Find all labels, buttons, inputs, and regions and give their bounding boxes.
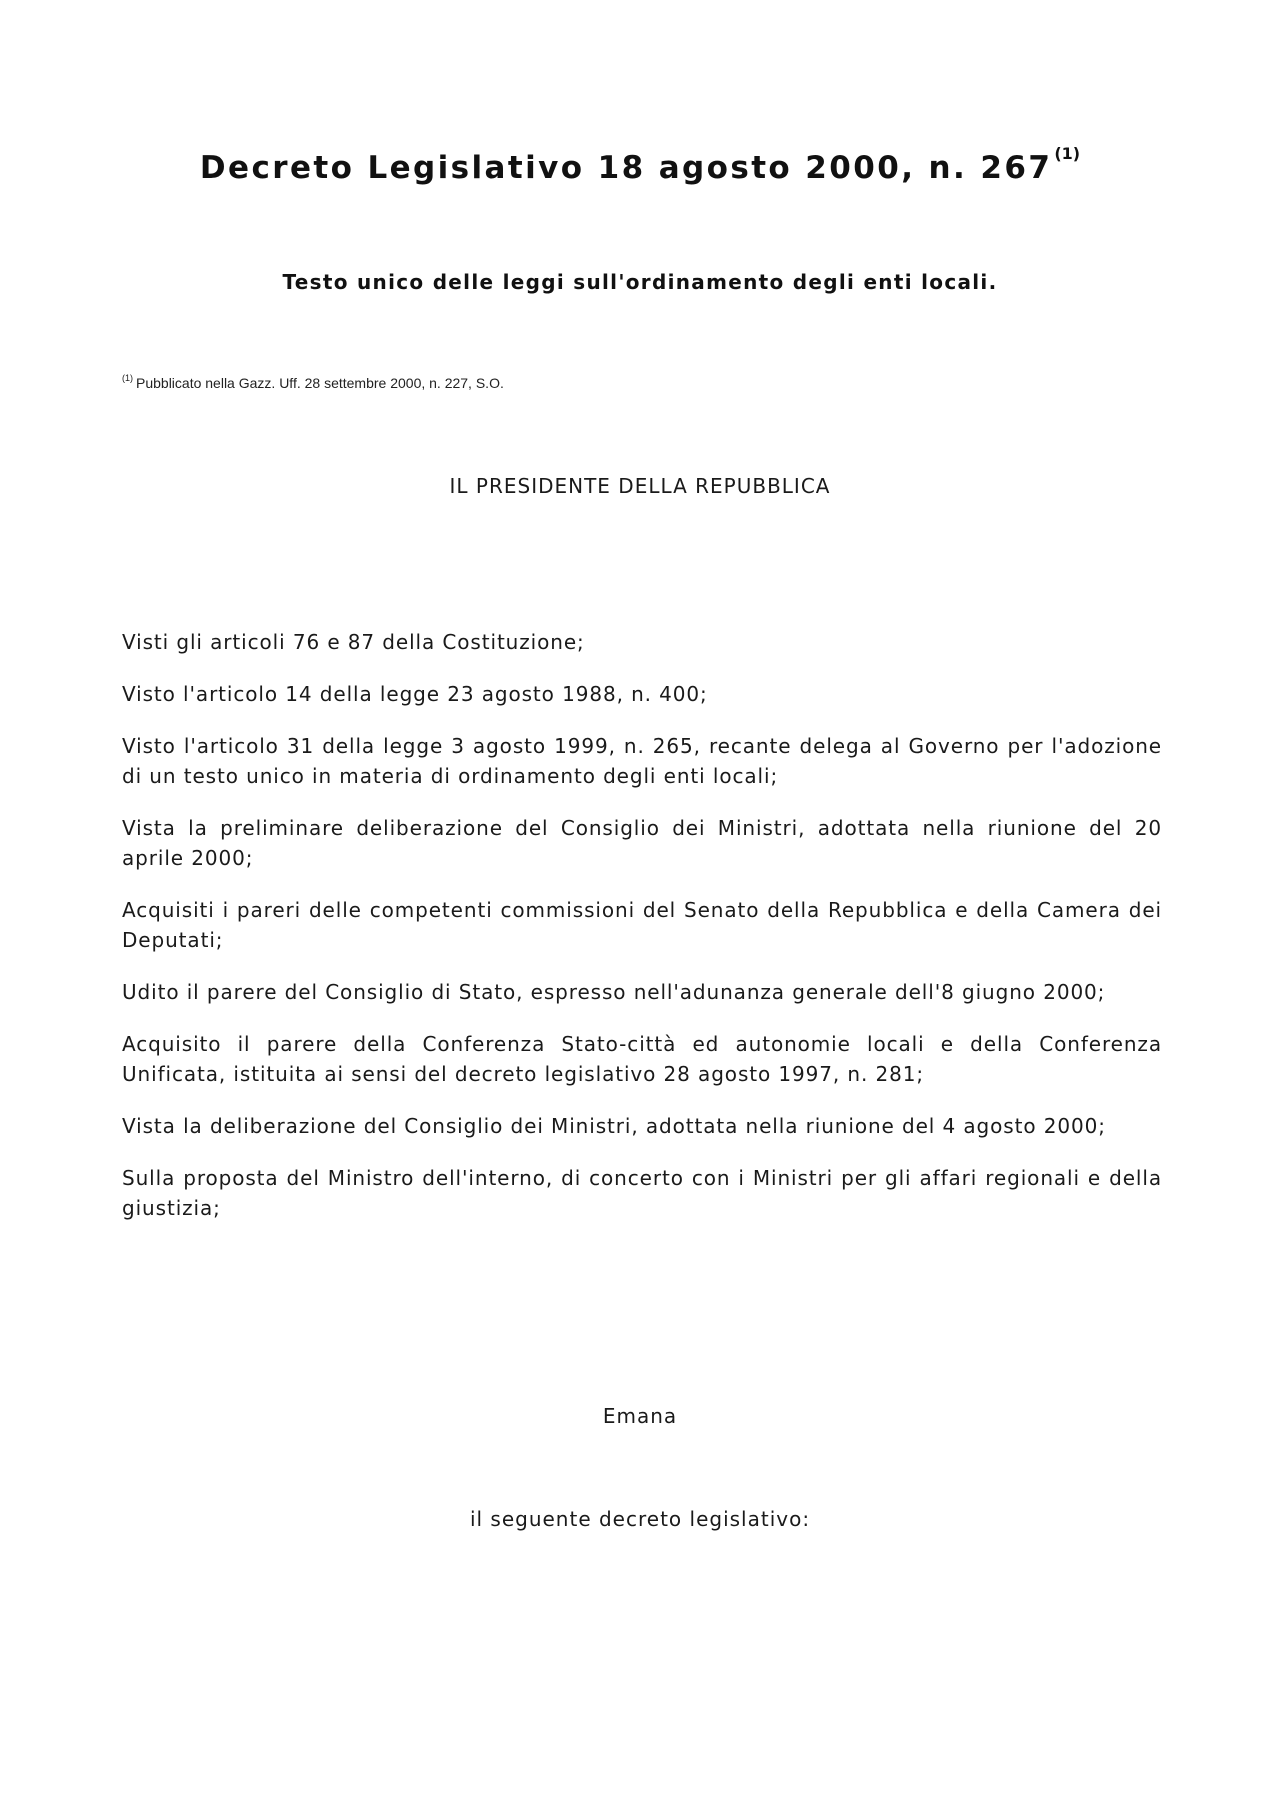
closing-line: il seguente decreto legislativo: (469, 1507, 811, 1531)
recital-paragraph: Visto l'articolo 14 della legge 23 agosto 1988, n. 400; (122, 682, 708, 706)
recital-paragraph: Vista la deliberazione del Consiglio dei Ministri, adottata nella riunione del 4 agosto 2000; (122, 1114, 1106, 1138)
recital-paragraph: Visti gli articoli 76 e 87 della Costituzione; (122, 630, 585, 654)
title-footnote-ref[interactable]: (1) (1054, 144, 1081, 163)
footnote-text: Pubblicato nella Gazz. Uff. 28 settembre 2000, n. 227, S.O. (136, 375, 504, 391)
recital-paragraph: Visto l'articolo 31 della legge 3 agosto 1999, n. 265, recante delega al Governo per l'adozione di un testo unico in materia di ordinamento degli enti locali; (122, 734, 1162, 788)
recital-paragraph: Vista la preliminare deliberazione del Consiglio dei Ministri, adottata nella riunione del 20 aprile 2000; (122, 816, 1162, 870)
document-subtitle: Testo unico delle leggi sull'ordinamento degli enti locali. (282, 270, 998, 294)
document-title (0, 144, 1280, 186)
recital-paragraph: Acquisito il parere della Conferenza Stato-città ed autonomie locali e della Conferenza Unificata, istituita ai sensi del decreto legislativo 28 agosto 1997, n. 281; (122, 1032, 1162, 1086)
emana-heading: Emana (602, 1404, 678, 1428)
recital-paragraph: Sulla proposta del Ministro dell'interno, di concerto con i Ministri per gli affari regionali e della giustizia; (122, 1166, 1162, 1220)
title-text: Decreto Legislativo 18 agosto 2000, n. 267 (199, 150, 1053, 186)
issuer-heading: IL PRESIDENTE DELLA REPUBBLICA (449, 474, 831, 498)
footnote (122, 375, 504, 391)
footnote-ref: (1) (122, 373, 133, 383)
recitals (122, 627, 1162, 1245)
recital-paragraph: Udito il parere del Consiglio di Stato, espresso nell'adunanza generale dell'8 giugno 2000; (122, 980, 1106, 1004)
recital-paragraph: Acquisiti i pareri delle competenti commissioni del Senato della Repubblica e della Camera dei Deputati; (122, 898, 1162, 952)
